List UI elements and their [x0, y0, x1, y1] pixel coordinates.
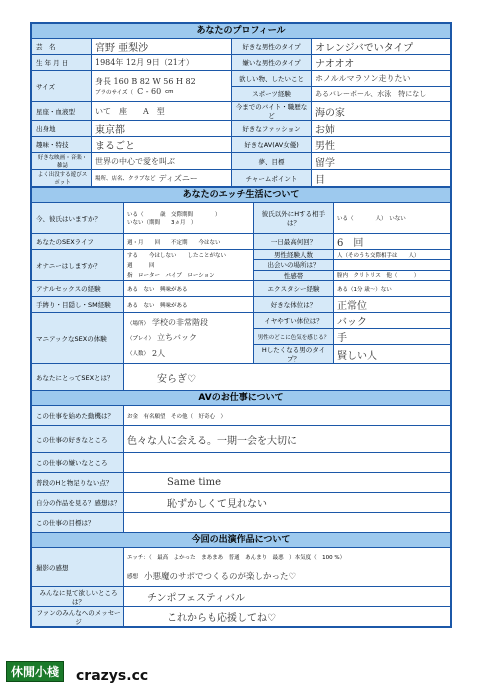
- motive-value: [124, 406, 450, 425]
- fav-type-value: [312, 39, 450, 54]
- like-text: 色々な人に会える。一期一会を大切に: [127, 435, 297, 447]
- fav-type-text: オレンジバでいタイプ: [315, 43, 414, 54]
- media-text: 世界の中心で愛を叫ぶ: [95, 156, 175, 166]
- fashion-value: [312, 121, 450, 136]
- want-text: ホノルルマラソン走りたい: [315, 73, 411, 83]
- name-text: 宮野 亜梨沙: [95, 43, 149, 54]
- people-text: 人（そのうち交際相手は 人）: [337, 252, 420, 259]
- site-logo: 休閒小棧: [6, 661, 64, 682]
- hobby-label: 趣味・特技: [32, 137, 92, 152]
- ecchi-row-sexlife: [32, 234, 450, 250]
- want-value: [312, 71, 450, 86]
- people-label: 男性経験人数: [254, 250, 334, 259]
- charm-value: [312, 170, 450, 186]
- profile-row-hometown: [32, 121, 450, 137]
- sports-text: あるバレーボール、水泳 特になし: [315, 89, 427, 98]
- partners-value: [334, 203, 450, 233]
- thoughts-text: 小悪魔のサポでつくるのが楽しかった♡: [144, 571, 297, 582]
- onanie-freq: 週 回: [127, 263, 155, 269]
- ecchi-row-meaning: [32, 364, 450, 391]
- av-value: [312, 137, 450, 152]
- boyfriend-label: 今、彼氏はいますか？: [32, 203, 124, 233]
- encounter-label: 出会いの場所は？: [254, 260, 334, 269]
- onanie-label: オナニーはしますか？: [32, 250, 124, 280]
- ecstasy-text: ある（1分 歳～）ない: [337, 286, 392, 293]
- zone-value: [334, 271, 450, 280]
- h-type-text: 賢しい人: [337, 350, 377, 362]
- hobby-value: [92, 137, 232, 152]
- h-type-row: [254, 345, 450, 363]
- mania-place-hint: （場所）: [127, 320, 150, 327]
- name-value: [92, 39, 232, 54]
- body-text: 手: [337, 333, 347, 344]
- boyfriend-yes: いる（ 歳 交際期間 ）: [127, 212, 221, 218]
- av-row-motive: [32, 406, 450, 426]
- recommend-value: [124, 587, 450, 606]
- name-label: 芸 名: [32, 39, 92, 54]
- boyfriend-value: [124, 203, 254, 233]
- recommend-label: みんなに見て欲しいところは？: [32, 587, 124, 606]
- fav-type-label: 好きな男性のタイプ: [232, 39, 312, 54]
- sexlife-value: [124, 234, 254, 249]
- dislike-pos-value: [334, 313, 450, 328]
- zone-row: [254, 271, 450, 280]
- ecchi-row-sm: [32, 297, 450, 313]
- onanie-text: する 今はしない したことがない: [127, 253, 227, 259]
- encounter-row: [254, 260, 450, 270]
- partners-text: いる（ 人） いない: [337, 216, 406, 222]
- site-domain: crazys.cc: [76, 668, 149, 684]
- max-value: [334, 234, 450, 249]
- max-text: 6 回: [337, 238, 364, 249]
- dream-value: [312, 153, 450, 169]
- meaning-value: [124, 364, 450, 390]
- work-row-message: [32, 607, 450, 626]
- birth-value: [92, 55, 232, 70]
- dislike-type-value: [312, 55, 450, 70]
- onanie-toys: 指 ローター バイブ ローション: [127, 273, 215, 279]
- av-row-watch: [32, 493, 450, 513]
- h-type-label: Hしたくなる男のタイプ？: [254, 345, 334, 363]
- mania-people-hint: （人数）: [127, 351, 150, 358]
- meaning-text: 安らぎ♡: [157, 373, 196, 385]
- recommend-text: チンポフェスティバル: [147, 593, 245, 604]
- job-text: 海の家: [315, 107, 345, 119]
- dislike-pos-text: バック: [337, 317, 367, 328]
- ecchi-row-boyfriend: [32, 203, 450, 234]
- birth-text: 1984年 12月 9日（21才）: [95, 58, 194, 67]
- meaning-label: あなたにとってSEXとは？: [32, 364, 124, 390]
- av-label: 好きなAV(AV女優): [232, 137, 312, 152]
- bra-label: ブラのサイズ（: [95, 89, 134, 96]
- impress-value: [124, 548, 450, 586]
- star-value: [92, 102, 232, 120]
- profile-row-spot: [32, 170, 450, 187]
- partners-label: 彼氏以外にHする相手は？: [254, 203, 334, 233]
- thoughts-hint: 感想: [127, 573, 139, 580]
- like-label: この仕事の好きなところ: [32, 426, 124, 452]
- mania-place: 学校の非常階段: [152, 318, 209, 328]
- h-type-value: [334, 345, 450, 363]
- dream-text: 留学: [315, 157, 335, 169]
- work-section-title: 今回の出演作品について: [32, 533, 450, 548]
- watch-label: 自分の作品を見る？感想は？: [32, 493, 124, 512]
- star-label: 星座・血液型: [32, 102, 92, 120]
- sm-label: 手縛り・目隠し・SM経験: [32, 297, 124, 312]
- mania-right-block: [254, 313, 450, 363]
- profile-row-size: [32, 71, 450, 102]
- zone-label: 性感帯: [254, 271, 334, 280]
- size-values: [92, 71, 232, 101]
- profile-sheet: [30, 22, 452, 628]
- diff-value: [124, 473, 450, 492]
- size-label: サイズ: [32, 71, 92, 101]
- pos-value: [334, 297, 450, 312]
- diff-text: Same time: [167, 477, 222, 488]
- spot-text: ディズニー: [158, 173, 198, 183]
- bra-value: C - 60: [137, 87, 162, 96]
- pos-text: 正常位: [337, 301, 367, 312]
- watch-value: [124, 493, 450, 512]
- footer: [0, 664, 480, 686]
- want-label: 欲しい物、したいこと: [232, 71, 312, 86]
- av-row-like: [32, 426, 450, 453]
- profile-row-star: [32, 102, 450, 121]
- dislike-type-label: 嫌いな男性のタイプ: [232, 55, 312, 70]
- people-value: [334, 250, 450, 259]
- media-label: 好きな映画・音楽・雑誌: [32, 153, 92, 169]
- ecchi-row-mania: [32, 313, 450, 364]
- star-text: いて 座 A 型: [95, 106, 165, 116]
- size-right-block: [232, 71, 450, 101]
- av-row-goal: [32, 513, 450, 533]
- goal-label: この仕事の目標は？: [32, 513, 124, 532]
- mania-play: 立ちバック: [157, 333, 198, 343]
- dislike-pos-label: イヤやすい体位は？: [254, 313, 334, 328]
- profile-row-hobby: [32, 137, 450, 153]
- size-text: 身長 160 B 82 W 56 H 82: [95, 77, 196, 86]
- max-label: 一日最高何回？: [254, 234, 334, 249]
- like-value: [124, 426, 450, 452]
- spot-hint: 場所、店名、クラブなど: [95, 176, 156, 182]
- mania-label: マニアックなSEXの体験: [32, 313, 124, 363]
- encounter-value: [334, 260, 450, 269]
- zone-text: 膣内 クリトリス 他（ ）: [337, 273, 420, 280]
- hometown-text: 東京都: [95, 125, 125, 136]
- av-row-dislike: [32, 453, 450, 473]
- birth-label: 生 年 月 日: [32, 55, 92, 70]
- profile-row-birth: [32, 55, 450, 71]
- fashion-text: お姉: [315, 125, 335, 136]
- bra-unit: cm: [165, 88, 174, 95]
- av-dislike-value: [124, 453, 450, 472]
- av-dislike-label: この仕事の嫌いなところ: [32, 453, 124, 472]
- anal-value: [124, 281, 254, 296]
- sm-text: ある ない 興味がある: [127, 302, 188, 309]
- hometown-value: [92, 121, 232, 136]
- work-row-recommend: [32, 587, 450, 607]
- body-row: [254, 329, 450, 345]
- dream-label: 夢、目標: [232, 153, 312, 169]
- hobby-text: まるごと: [95, 141, 135, 152]
- dislike-type-text: ナオオオ: [315, 59, 355, 70]
- ecchi-row-anal: [32, 281, 450, 297]
- message-label: ファンのみんなへのメッセージ: [32, 607, 124, 626]
- impress-ecchi-rating: エッチ：（ 最高 よかった まあまあ 普通 あんまり 最悪 ）本気度（ 100 %）: [127, 554, 346, 561]
- profile-row-name: [32, 39, 450, 55]
- work-row-impress: [32, 548, 450, 587]
- watch-text: 恥ずかしくて見れない: [167, 499, 267, 510]
- job-label: 今までのバイト・職歴など: [232, 102, 312, 120]
- sexlife-label: あなたのSEXライフ: [32, 234, 124, 249]
- hometown-label: 出身地: [32, 121, 92, 136]
- ecchi-section-title: あなたのエッチ生活について: [32, 187, 450, 203]
- ecstasy-label: エクスタシー経験: [254, 281, 334, 296]
- sports-row: [232, 87, 450, 102]
- ecstasy-value: [334, 281, 450, 296]
- av-text: 男性: [315, 141, 335, 152]
- profile-section-title: あなたのプロフィール: [32, 24, 450, 39]
- goal-value: [124, 513, 450, 532]
- want-row: [232, 71, 450, 87]
- mania-play-hint: （プレイ）: [127, 335, 155, 342]
- charm-text: 目: [315, 174, 325, 186]
- onanie-value: [124, 250, 254, 280]
- people-row: [254, 250, 450, 260]
- anal-label: アナルセックスの経験: [32, 281, 124, 296]
- mania-people: 2人: [152, 348, 166, 358]
- job-value: [312, 102, 450, 120]
- impress-label: 撮影の感想: [32, 548, 124, 586]
- sports-label: スポーツ経験: [232, 87, 312, 102]
- spot-label: よく出没する遊びスポット: [32, 170, 92, 186]
- sports-value: [312, 87, 450, 102]
- spot-value: [92, 170, 232, 186]
- motive-label: この仕事を始めた動機は？: [32, 406, 124, 425]
- message-text: これからも応援してね♡: [167, 613, 276, 624]
- onanie-right-block: [254, 250, 450, 280]
- av-section-title: AVのお仕事について: [32, 391, 450, 406]
- media-value: [92, 153, 232, 169]
- anal-text: ある ない 興味がある: [127, 286, 188, 293]
- charm-label: チャームポイント: [232, 170, 312, 186]
- sm-value: [124, 297, 254, 312]
- av-row-diff: [32, 473, 450, 493]
- ecchi-row-onanie: [32, 250, 450, 281]
- mania-value: [124, 313, 254, 363]
- body-value: [334, 329, 450, 344]
- dislike-pos-row: [254, 313, 450, 329]
- fashion-label: 好きなファッション: [232, 121, 312, 136]
- sexlife-text: 週・月 回 不定期 今はない: [127, 239, 221, 246]
- diff-label: 普段のHと物足りない点？: [32, 473, 124, 492]
- profile-row-media: [32, 153, 450, 170]
- motive-text: お金 有名願望 その他（ 好奇心 ）: [127, 413, 227, 420]
- message-value: [124, 607, 450, 626]
- boyfriend-no: いない（期間 3ヵ月 ）: [127, 220, 197, 226]
- body-label: 男性のどこに色気を感じる？: [254, 329, 334, 344]
- pos-label: 好きな体位は？: [254, 297, 334, 312]
